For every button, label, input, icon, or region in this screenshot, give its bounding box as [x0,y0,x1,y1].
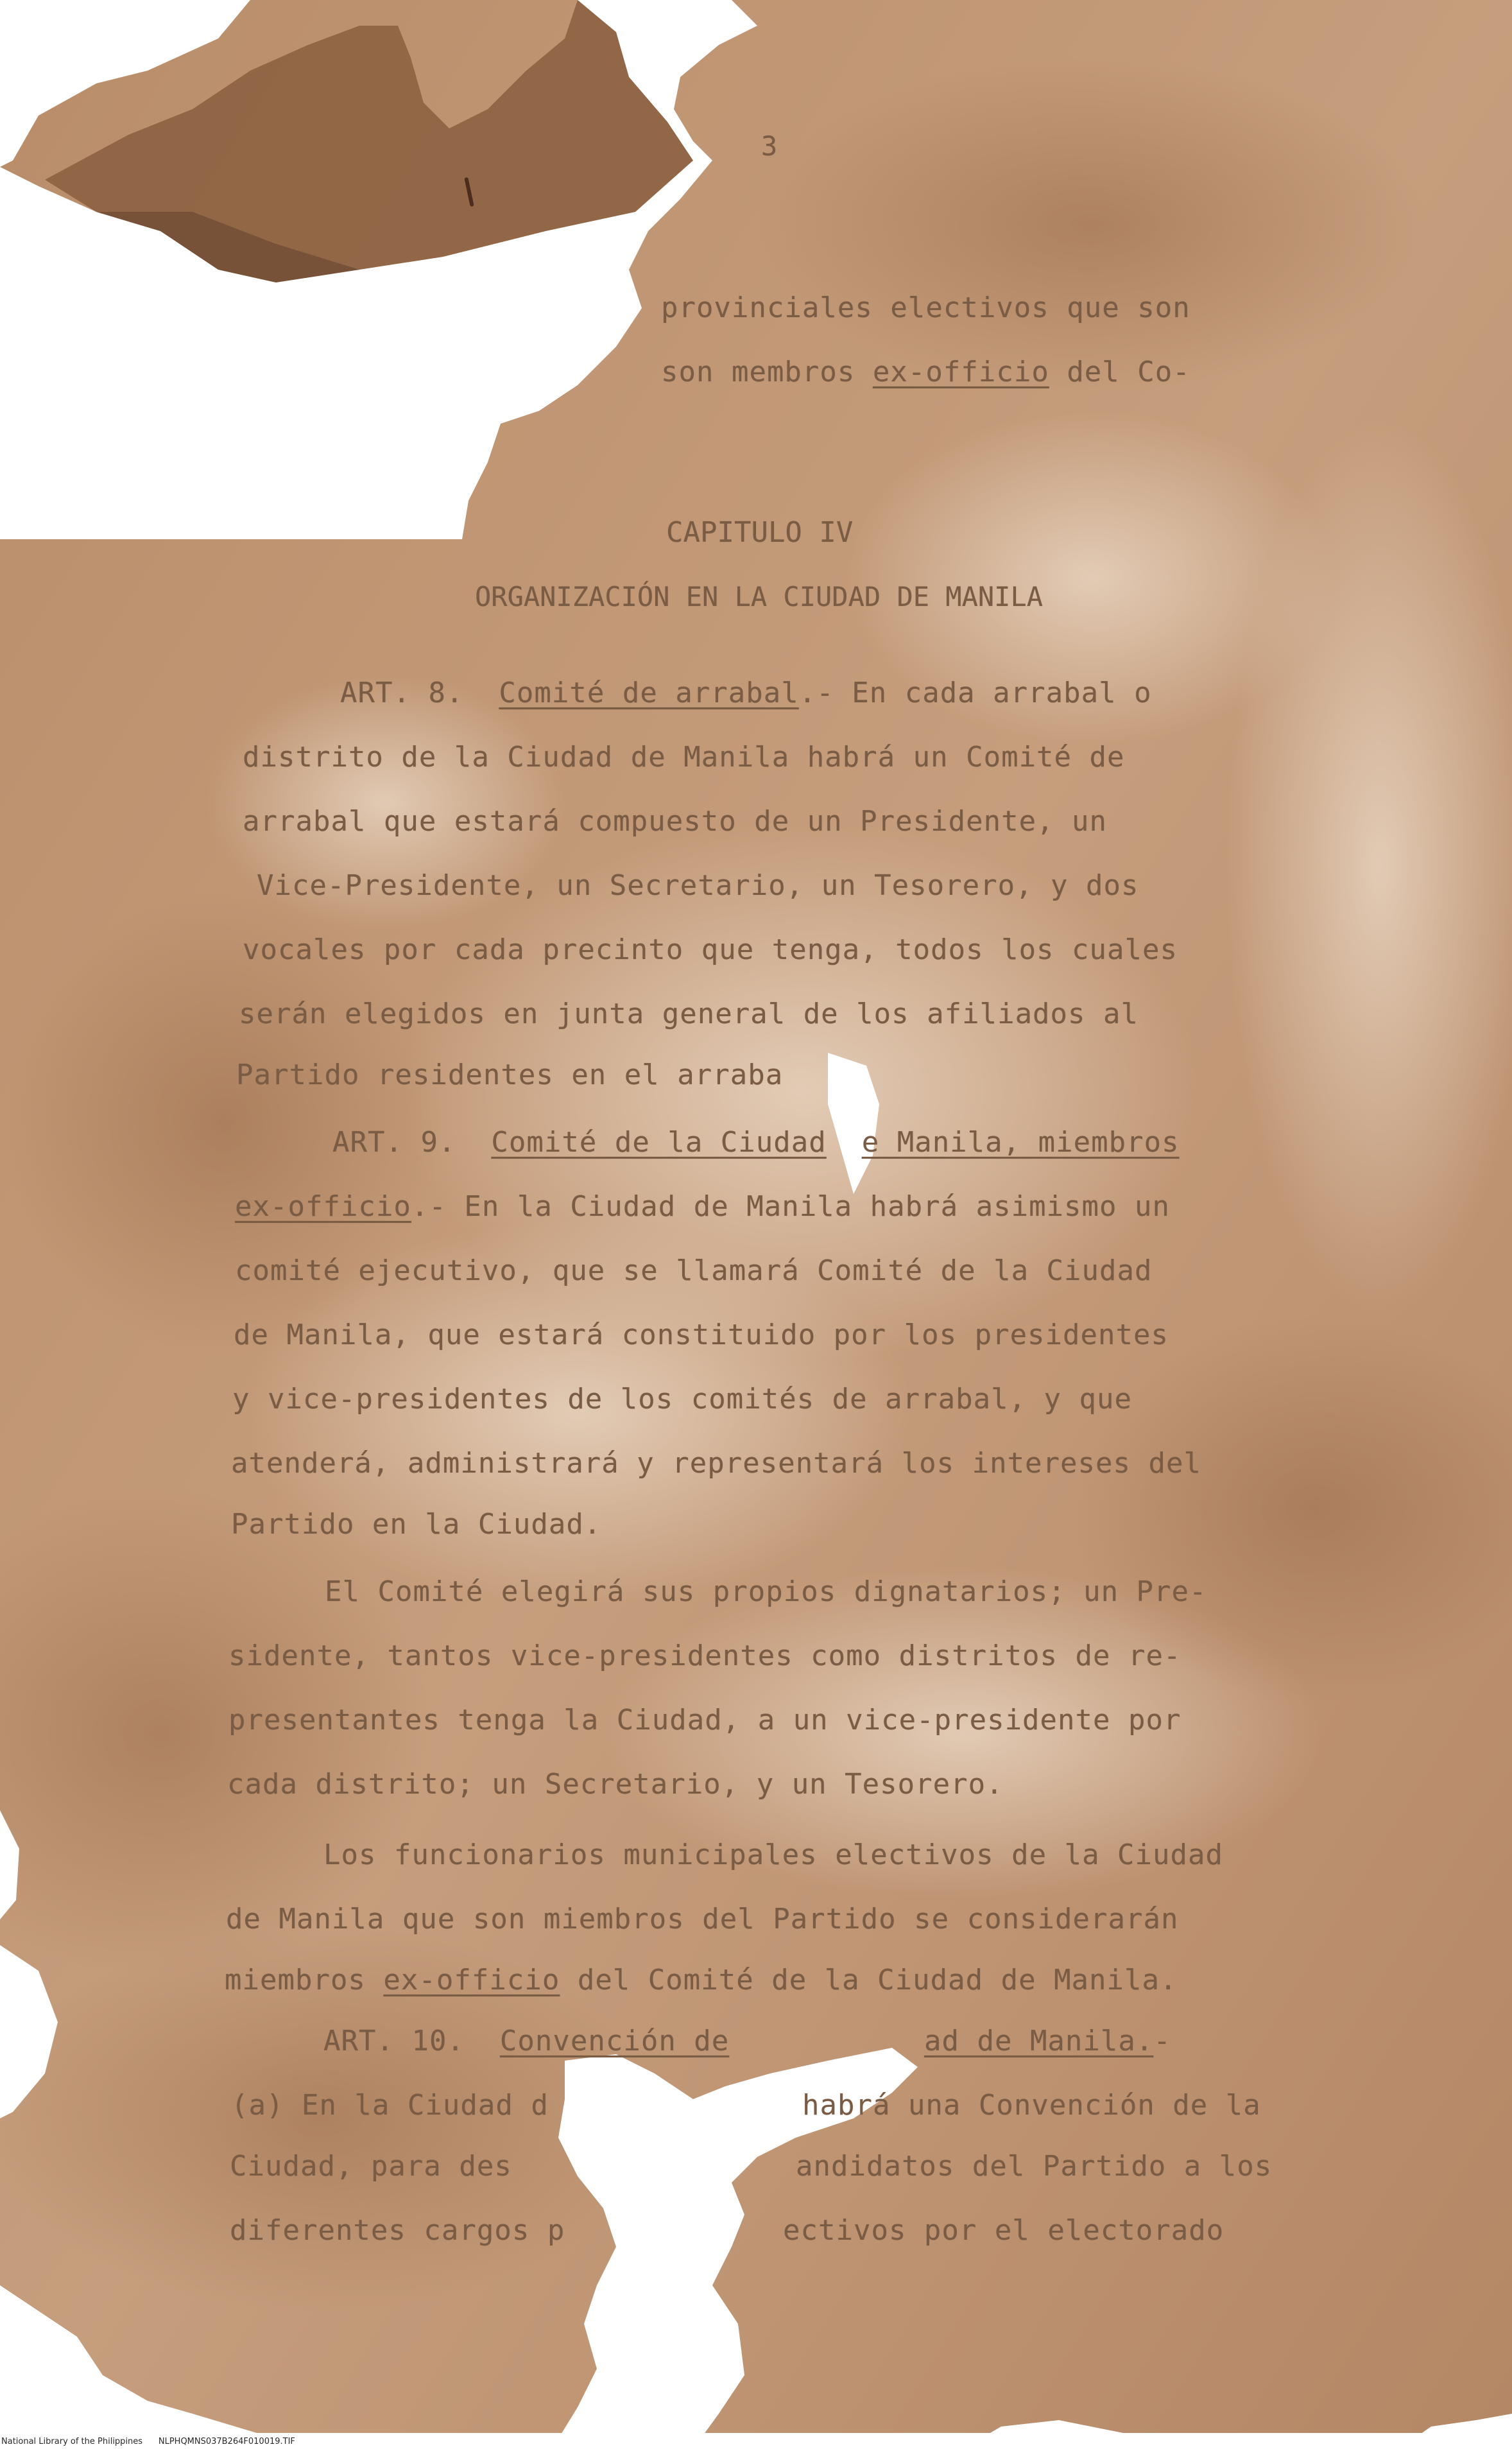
comite-line: El Comité elegirá sus propios dignatarios; un Pre- [325,1575,1207,1608]
footer-caption [1,2437,295,2447]
text-fragment: del Comité de la Ciudad de Manila. [577,1964,1178,1996]
funcionarios-line [225,1961,1178,2000]
article-heading: ad de Manila. [924,2025,1154,2057]
art9-line: y vice-presidentes de los comités de arrabal, y que [232,1383,1133,1415]
article-label: ART. 10. [323,2025,465,2057]
art10-line: diferentes cargos p [230,2214,565,2247]
funcionarios-line: de Manila que son miembros del Partido se considerarán [226,1903,1179,1935]
article-label: ART. 8. [340,677,464,709]
art8-heading-line [340,674,1152,713]
text-fragment: embros [749,356,855,388]
article-heading: Convención de [499,2025,730,2057]
chapter-title: CAPITULO IV [666,516,854,549]
text-fragment: .- En cada arrabal o [798,677,1152,709]
article-heading: Comité de arrabal [499,677,799,709]
art8-line: serán elegidos en junta general de los afiliados al [239,998,1139,1030]
article-heading: e Manila, miembros [861,1126,1180,1159]
underlined-term: ex-officio [383,1964,560,1996]
comite-line: cada distrito; un Secretario, y un Tesorero. [227,1768,1004,1801]
footer-institution: National Library of the Philippines [1,2437,143,2446]
comite-line: presentantes tenga la Ciudad, a un vice-presidente por [228,1704,1181,1736]
art10-line: ectivos por el electorado [783,2214,1224,2247]
art8-line: vocales por cada precinto que tenga, todos los cuales [243,933,1178,966]
art10-heading-line-right [924,2022,1171,2061]
page-number: 3 [761,130,778,162]
text-fragment: del Co- [1067,356,1190,388]
art8-line: Vice-Presidente, un Secretario, un Tesorero, y dos [257,869,1139,902]
art10-line: Ciudad, para des [230,2150,512,2183]
art8-line: distrito de la Ciudad de Manila habrá un Comité de [243,741,1125,774]
art10-line: (a) En la Ciudad d [231,2089,549,2122]
article-heading: Comité de la Ciudad [491,1126,827,1159]
chapter-subtitle: ORGANIZACIÓN EN LA CIUDAD DE MANILA [475,581,1044,612]
art9-line [235,1188,1170,1226]
text-line-top-1: provinciales electivos que son [661,291,1190,324]
art9-line: de Manila, que estará constituido por los presidentes [234,1319,1169,1351]
text-fragment: - [1153,2025,1171,2057]
art9-heading-line [332,1123,1180,1162]
funcionarios-line: Los funcionarios municipales electivos de la Ciudad [323,1839,1224,1871]
art9-line: Partido en la Ciudad. [231,1508,602,1541]
art8-line: arrabal que estará compuesto de un Presidente, un [243,805,1108,838]
underlined-term: ex-officio [872,356,1049,388]
text-fragment: miembros [225,1964,366,1996]
text-fragment: .- En la Ciudad de Manila habrá asimismo un [411,1190,1170,1223]
text-line-top-2 [661,353,1190,392]
art10-heading-line [323,2022,729,2061]
footer-file-id: NLPHQMNS037B264F010019.TIF [158,2437,295,2446]
art9-line: atenderá, administrará y representará los intereses del [231,1447,1201,1480]
comite-line: sidente, tantos vice-presidentes como distritos de re- [228,1640,1181,1672]
art8-line: Partido residentes en el arraba [236,1059,784,1091]
text-fragment: son m [661,356,750,388]
underlined-term: ex-officio [235,1190,411,1223]
art9-line: comité ejecutivo, que se llamará Comité de la Ciudad [235,1254,1153,1287]
art10-line: habrá una Convención de la [802,2089,1261,2122]
article-label: ART. 9. [332,1126,456,1159]
art10-line: andidatos del Partido a los [796,2150,1273,2183]
